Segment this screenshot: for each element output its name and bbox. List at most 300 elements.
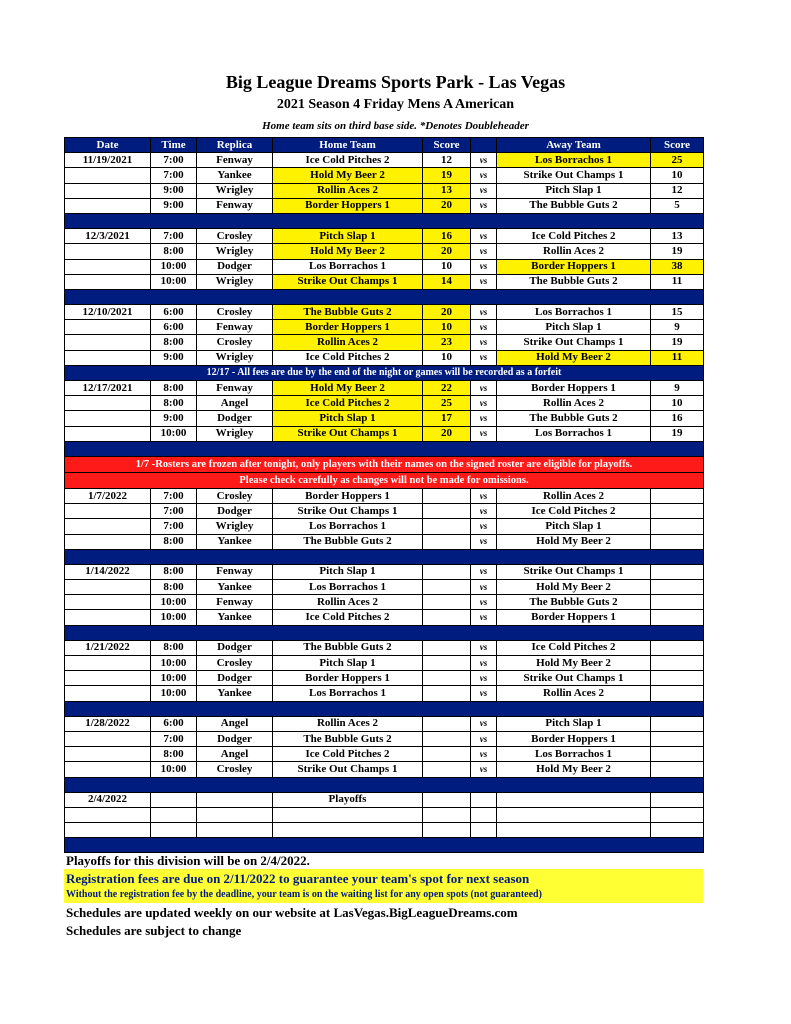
empty-cell	[65, 823, 151, 838]
table-row	[65, 488, 704, 503]
away-team-cell: Hold My Beer 2	[497, 350, 651, 365]
home-team-cell: Ice Cold Pitches 2	[273, 610, 423, 625]
replica-cell: Yankee	[197, 686, 273, 701]
home-score-cell	[423, 519, 471, 534]
playoffs-note: Playoffs for this division will be on 2/4/2022.	[66, 853, 310, 868]
date-cell	[65, 350, 151, 365]
date-cell	[65, 580, 151, 595]
time-cell: 8:00	[151, 335, 197, 350]
empty-cell	[197, 823, 273, 838]
vs-cell: vs	[471, 731, 497, 746]
col-header-time: Time	[151, 138, 197, 153]
away-score-cell	[651, 595, 704, 610]
separator-cell	[65, 625, 704, 640]
vs-cell: vs	[471, 411, 497, 426]
empty-cell	[151, 823, 197, 838]
home-score-cell	[423, 792, 471, 807]
home-team-cell: Rollin Aces 2	[273, 183, 423, 198]
home-team-cell: Strike Out Champs 1	[273, 762, 423, 777]
col-header-date: Date	[65, 138, 151, 153]
vs-cell: vs	[471, 305, 497, 320]
home-team-cell: Rollin Aces 2	[273, 716, 423, 731]
away-score-cell	[651, 580, 704, 595]
date-cell: 2/4/2022	[65, 792, 151, 807]
table-row	[65, 168, 704, 183]
replica-cell: Angel	[197, 396, 273, 411]
replica-cell: Dodger	[197, 504, 273, 519]
away-score-cell	[651, 686, 704, 701]
home-score-cell	[423, 640, 471, 655]
replica-cell: Wrigley	[197, 350, 273, 365]
separator-cell	[65, 777, 704, 792]
empty-cell	[651, 807, 704, 822]
table-header-row	[65, 138, 704, 153]
vs-cell: vs	[471, 350, 497, 365]
replica-cell: Fenway	[197, 564, 273, 579]
home-team-cell: The Bubble Guts 2	[273, 731, 423, 746]
col-header-away-score: Score	[651, 138, 704, 153]
date-cell	[65, 259, 151, 274]
time-cell: 10:00	[151, 274, 197, 289]
away-score-cell: 12	[651, 183, 704, 198]
home-score-cell: 22	[423, 381, 471, 396]
home-team-cell: Hold My Beer 2	[273, 381, 423, 396]
away-score-cell: 38	[651, 259, 704, 274]
date-cell	[65, 731, 151, 746]
home-team-cell: Border Hoppers 1	[273, 198, 423, 213]
replica-cell: Fenway	[197, 381, 273, 396]
time-cell: 10:00	[151, 259, 197, 274]
home-team-cell: Border Hoppers 1	[273, 488, 423, 503]
replica-cell: Fenway	[197, 320, 273, 335]
separator-row	[65, 289, 704, 304]
replica-cell: Wrigley	[197, 244, 273, 259]
separator-row	[65, 441, 704, 456]
date-cell	[65, 320, 151, 335]
time-cell: 8:00	[151, 580, 197, 595]
away-team-cell: Border Hoppers 1	[497, 259, 651, 274]
date-cell: 12/3/2021	[65, 229, 151, 244]
away-score-cell	[651, 564, 704, 579]
date-cell: 1/28/2022	[65, 716, 151, 731]
home-score-cell: 23	[423, 335, 471, 350]
table-row	[65, 671, 704, 686]
empty-cell	[423, 807, 471, 822]
home-score-cell: 20	[423, 244, 471, 259]
home-team-cell: Strike Out Champs 1	[273, 426, 423, 441]
away-team-cell: Rollin Aces 2	[497, 244, 651, 259]
table-row	[65, 305, 704, 320]
table-row	[65, 534, 704, 549]
away-score-cell	[651, 762, 704, 777]
time-cell: 10:00	[151, 671, 197, 686]
away-team-cell: Strike Out Champs 1	[497, 671, 651, 686]
date-cell	[65, 396, 151, 411]
vs-cell: vs	[471, 259, 497, 274]
away-score-cell: 19	[651, 335, 704, 350]
home-score-cell	[423, 731, 471, 746]
away-team-cell: Los Borrachos 1	[497, 426, 651, 441]
replica-cell: Wrigley	[197, 519, 273, 534]
home-team-cell: Rollin Aces 2	[273, 595, 423, 610]
vs-cell: vs	[471, 762, 497, 777]
replica-cell: Dodger	[197, 671, 273, 686]
replica-cell: Fenway	[197, 198, 273, 213]
time-cell: 7:00	[151, 519, 197, 534]
empty-cell	[651, 823, 704, 838]
table-row	[65, 183, 704, 198]
home-team-cell: Ice Cold Pitches 2	[273, 747, 423, 762]
vs-cell: vs	[471, 168, 497, 183]
vs-cell: vs	[471, 656, 497, 671]
col-header-home-team: Home Team	[273, 138, 423, 153]
table-row	[65, 411, 704, 426]
vs-cell: vs	[471, 580, 497, 595]
home-score-cell	[423, 671, 471, 686]
away-team-cell: Hold My Beer 2	[497, 534, 651, 549]
date-cell	[65, 656, 151, 671]
vs-cell: vs	[471, 320, 497, 335]
time-cell: 7:00	[151, 153, 197, 168]
time-cell: 10:00	[151, 656, 197, 671]
home-team-cell: Pitch Slap 1	[273, 656, 423, 671]
replica-cell: Crosley	[197, 335, 273, 350]
replica-cell	[197, 792, 273, 807]
empty-cell	[497, 823, 651, 838]
vs-cell: vs	[471, 610, 497, 625]
table-row	[65, 259, 704, 274]
away-team-cell: Rollin Aces 2	[497, 488, 651, 503]
home-score-cell	[423, 762, 471, 777]
away-score-cell	[651, 504, 704, 519]
home-score-cell: 20	[423, 198, 471, 213]
table-row	[65, 747, 704, 762]
away-score-cell: 11	[651, 274, 704, 289]
home-team-cell: The Bubble Guts 2	[273, 640, 423, 655]
col-header-vs	[471, 138, 497, 153]
vs-cell: vs	[471, 595, 497, 610]
col-header-away-team: Away Team	[497, 138, 651, 153]
away-team-cell: Ice Cold Pitches 2	[497, 229, 651, 244]
date-cell: 1/14/2022	[65, 564, 151, 579]
away-team-cell: Border Hoppers 1	[497, 381, 651, 396]
home-score-cell	[423, 580, 471, 595]
away-score-cell: 11	[651, 350, 704, 365]
fees-note: Registration fees are due on 2/11/2022 to guarantee your team's spot for next season	[66, 871, 530, 886]
away-score-cell	[651, 640, 704, 655]
home-score-cell	[423, 564, 471, 579]
date-cell	[65, 198, 151, 213]
away-team-cell: Rollin Aces 2	[497, 686, 651, 701]
date-cell	[65, 519, 151, 534]
home-score-cell: 10	[423, 259, 471, 274]
away-score-cell	[651, 671, 704, 686]
time-cell: 10:00	[151, 686, 197, 701]
time-cell: 10:00	[151, 762, 197, 777]
home-team-cell: Los Borrachos 1	[273, 259, 423, 274]
replica-cell: Wrigley	[197, 274, 273, 289]
away-team-cell: The Bubble Guts 2	[497, 595, 651, 610]
separator-cell	[65, 213, 704, 228]
time-cell: 7:00	[151, 229, 197, 244]
date-cell	[65, 426, 151, 441]
date-cell: 1/7/2022	[65, 488, 151, 503]
table-row	[65, 244, 704, 259]
table-row	[65, 580, 704, 595]
col-header-replica: Replica	[197, 138, 273, 153]
away-score-cell: 25	[651, 153, 704, 168]
date-cell	[65, 686, 151, 701]
home-team-cell: Pitch Slap 1	[273, 411, 423, 426]
table-row	[65, 519, 704, 534]
vs-cell: vs	[471, 426, 497, 441]
vs-cell: vs	[471, 183, 497, 198]
playoffs-label: Playoffs	[273, 792, 423, 807]
table-row	[65, 229, 704, 244]
replica-cell: Fenway	[197, 153, 273, 168]
separator-cell	[65, 441, 704, 456]
home-score-cell	[423, 610, 471, 625]
vs-cell: vs	[471, 229, 497, 244]
replica-cell: Crosley	[197, 762, 273, 777]
empty-cell	[197, 807, 273, 822]
table-row	[65, 396, 704, 411]
home-score-cell: 20	[423, 426, 471, 441]
away-team-cell: Strike Out Champs 1	[497, 335, 651, 350]
away-score-cell	[651, 656, 704, 671]
time-cell: 10:00	[151, 595, 197, 610]
away-team-cell: Hold My Beer 2	[497, 762, 651, 777]
empty-cell	[471, 807, 497, 822]
home-team-note: Home team sits on third base side. *Denotes Doubleheader	[262, 120, 529, 132]
roster-frozen-notice-line: Please check carefully as changes will not be made for omissions.	[65, 472, 704, 488]
table-row	[65, 381, 704, 396]
time-cell: 8:00	[151, 244, 197, 259]
replica-cell: Yankee	[197, 610, 273, 625]
separator-cell	[65, 701, 704, 716]
away-score-cell	[651, 488, 704, 503]
table-row	[65, 198, 704, 213]
replica-cell: Dodger	[197, 640, 273, 655]
empty-cell	[273, 823, 423, 838]
vs-cell: vs	[471, 716, 497, 731]
away-team-cell: Strike Out Champs 1	[497, 168, 651, 183]
date-cell: 12/17/2021	[65, 381, 151, 396]
home-score-cell: 10	[423, 350, 471, 365]
replica-cell: Crosley	[197, 488, 273, 503]
page-title: Big League Dreams Sports Park - Las Vegas	[225, 72, 566, 92]
change-note: Schedules are subject to change	[66, 923, 242, 938]
home-score-cell: 19	[423, 168, 471, 183]
website-note: Schedules are updated weekly on our website at LasVegas.BigLeagueDreams.com	[66, 905, 518, 920]
away-score-cell: 10	[651, 168, 704, 183]
home-team-cell: Pitch Slap 1	[273, 229, 423, 244]
away-score-cell	[651, 731, 704, 746]
away-team-cell: Ice Cold Pitches 2	[497, 640, 651, 655]
home-score-cell	[423, 716, 471, 731]
replica-cell: Angel	[197, 747, 273, 762]
home-team-cell: The Bubble Guts 2	[273, 534, 423, 549]
separator-row	[65, 838, 704, 853]
home-team-cell: Strike Out Champs 1	[273, 274, 423, 289]
home-score-cell	[423, 656, 471, 671]
date-cell	[65, 183, 151, 198]
time-cell: 9:00	[151, 350, 197, 365]
date-cell	[65, 168, 151, 183]
vs-cell: vs	[471, 335, 497, 350]
notice-row	[65, 365, 704, 380]
away-score-cell	[651, 534, 704, 549]
vs-cell: vs	[471, 153, 497, 168]
home-team-cell: The Bubble Guts 2	[273, 305, 423, 320]
replica-cell: Yankee	[197, 168, 273, 183]
time-cell: 7:00	[151, 504, 197, 519]
time-cell: 10:00	[151, 610, 197, 625]
away-score-cell	[651, 716, 704, 731]
table-row	[65, 426, 704, 441]
date-cell: 1/21/2022	[65, 640, 151, 655]
home-team-cell: Los Borrachos 1	[273, 580, 423, 595]
time-cell: 8:00	[151, 381, 197, 396]
vs-cell: vs	[471, 686, 497, 701]
vs-cell: vs	[471, 747, 497, 762]
time-cell: 9:00	[151, 411, 197, 426]
away-team-cell: Los Borrachos 1	[497, 747, 651, 762]
separator-row	[65, 549, 704, 564]
separator-cell	[65, 289, 704, 304]
vs-cell	[471, 792, 497, 807]
time-cell: 8:00	[151, 564, 197, 579]
time-cell: 6:00	[151, 305, 197, 320]
roster-frozen-notice-line: 1/7 -Rosters are frozen after tonight, only players with their names on the signed roster are eligible for playoffs.	[65, 456, 704, 472]
away-team-cell: Border Hoppers 1	[497, 610, 651, 625]
replica-cell: Fenway	[197, 595, 273, 610]
replica-cell: Angel	[197, 716, 273, 731]
date-cell	[65, 244, 151, 259]
table-row	[65, 320, 704, 335]
away-score-cell: 10	[651, 396, 704, 411]
away-team-cell: Ice Cold Pitches 2	[497, 504, 651, 519]
empty-cell	[497, 807, 651, 822]
time-cell: 6:00	[151, 320, 197, 335]
replica-cell: Crosley	[197, 305, 273, 320]
table-row	[65, 762, 704, 777]
vs-cell: vs	[471, 488, 497, 503]
separator-row	[65, 625, 704, 640]
home-score-cell	[423, 534, 471, 549]
separator-cell	[65, 838, 704, 853]
away-team-cell: Los Borrachos 1	[497, 153, 651, 168]
date-cell	[65, 411, 151, 426]
home-score-cell	[423, 595, 471, 610]
roster-notice-row	[65, 472, 704, 488]
time-cell: 10:00	[151, 426, 197, 441]
empty-cell	[151, 807, 197, 822]
replica-cell: Dodger	[197, 259, 273, 274]
vs-cell: vs	[471, 244, 497, 259]
vs-cell: vs	[471, 519, 497, 534]
separator-row	[65, 777, 704, 792]
home-team-cell: Border Hoppers 1	[273, 320, 423, 335]
away-team-cell: Pitch Slap 1	[497, 183, 651, 198]
vs-cell: vs	[471, 198, 497, 213]
replica-cell: Yankee	[197, 580, 273, 595]
table-row	[65, 792, 704, 807]
table-row	[65, 686, 704, 701]
home-score-cell	[423, 686, 471, 701]
vs-cell: vs	[471, 564, 497, 579]
home-score-cell	[423, 504, 471, 519]
home-team-cell: Rollin Aces 2	[273, 335, 423, 350]
time-cell: 6:00	[151, 716, 197, 731]
away-score-cell: 9	[651, 381, 704, 396]
vs-cell: vs	[471, 504, 497, 519]
table-row	[65, 153, 704, 168]
date-cell	[65, 747, 151, 762]
time-cell: 9:00	[151, 198, 197, 213]
replica-cell: Dodger	[197, 731, 273, 746]
away-score-cell: 19	[651, 426, 704, 441]
table-row	[65, 274, 704, 289]
replica-cell: Wrigley	[197, 183, 273, 198]
home-score-cell: 25	[423, 396, 471, 411]
date-cell	[65, 610, 151, 625]
season-subtitle: 2021 Season 4 Friday Mens A American	[276, 97, 515, 112]
away-team-cell: Los Borrachos 1	[497, 305, 651, 320]
vs-cell: vs	[471, 640, 497, 655]
time-cell: 9:00	[151, 183, 197, 198]
table-row	[65, 640, 704, 655]
home-team-cell: Strike Out Champs 1	[273, 504, 423, 519]
date-cell	[65, 504, 151, 519]
table-row	[65, 350, 704, 365]
replica-cell: Dodger	[197, 411, 273, 426]
vs-cell: vs	[471, 381, 497, 396]
vs-cell: vs	[471, 274, 497, 289]
home-team-cell: Ice Cold Pitches 2	[273, 350, 423, 365]
away-team-cell: Border Hoppers 1	[497, 731, 651, 746]
time-cell: 8:00	[151, 640, 197, 655]
table-row	[65, 564, 704, 579]
home-score-cell	[423, 747, 471, 762]
vs-cell: vs	[471, 534, 497, 549]
home-team-cell: Ice Cold Pitches 2	[273, 153, 423, 168]
time-cell: 8:00	[151, 747, 197, 762]
table-row	[65, 595, 704, 610]
home-team-cell: Los Borrachos 1	[273, 686, 423, 701]
empty-cell	[273, 807, 423, 822]
home-score-cell	[423, 488, 471, 503]
replica-cell: Yankee	[197, 534, 273, 549]
empty-cell	[65, 807, 151, 822]
home-team-cell: Hold My Beer 2	[273, 244, 423, 259]
vs-cell: vs	[471, 396, 497, 411]
date-cell	[65, 534, 151, 549]
away-team-cell: Pitch Slap 1	[497, 716, 651, 731]
time-cell: 7:00	[151, 488, 197, 503]
home-score-cell: 13	[423, 183, 471, 198]
table-row	[65, 504, 704, 519]
separator-row	[65, 701, 704, 716]
date-cell	[65, 671, 151, 686]
away-team-cell: Rollin Aces 2	[497, 396, 651, 411]
table-row	[65, 335, 704, 350]
empty-cell	[423, 823, 471, 838]
away-score-cell: 16	[651, 411, 704, 426]
away-team-cell: The Bubble Guts 2	[497, 411, 651, 426]
date-cell: 12/10/2021	[65, 305, 151, 320]
away-team-cell: The Bubble Guts 2	[497, 274, 651, 289]
